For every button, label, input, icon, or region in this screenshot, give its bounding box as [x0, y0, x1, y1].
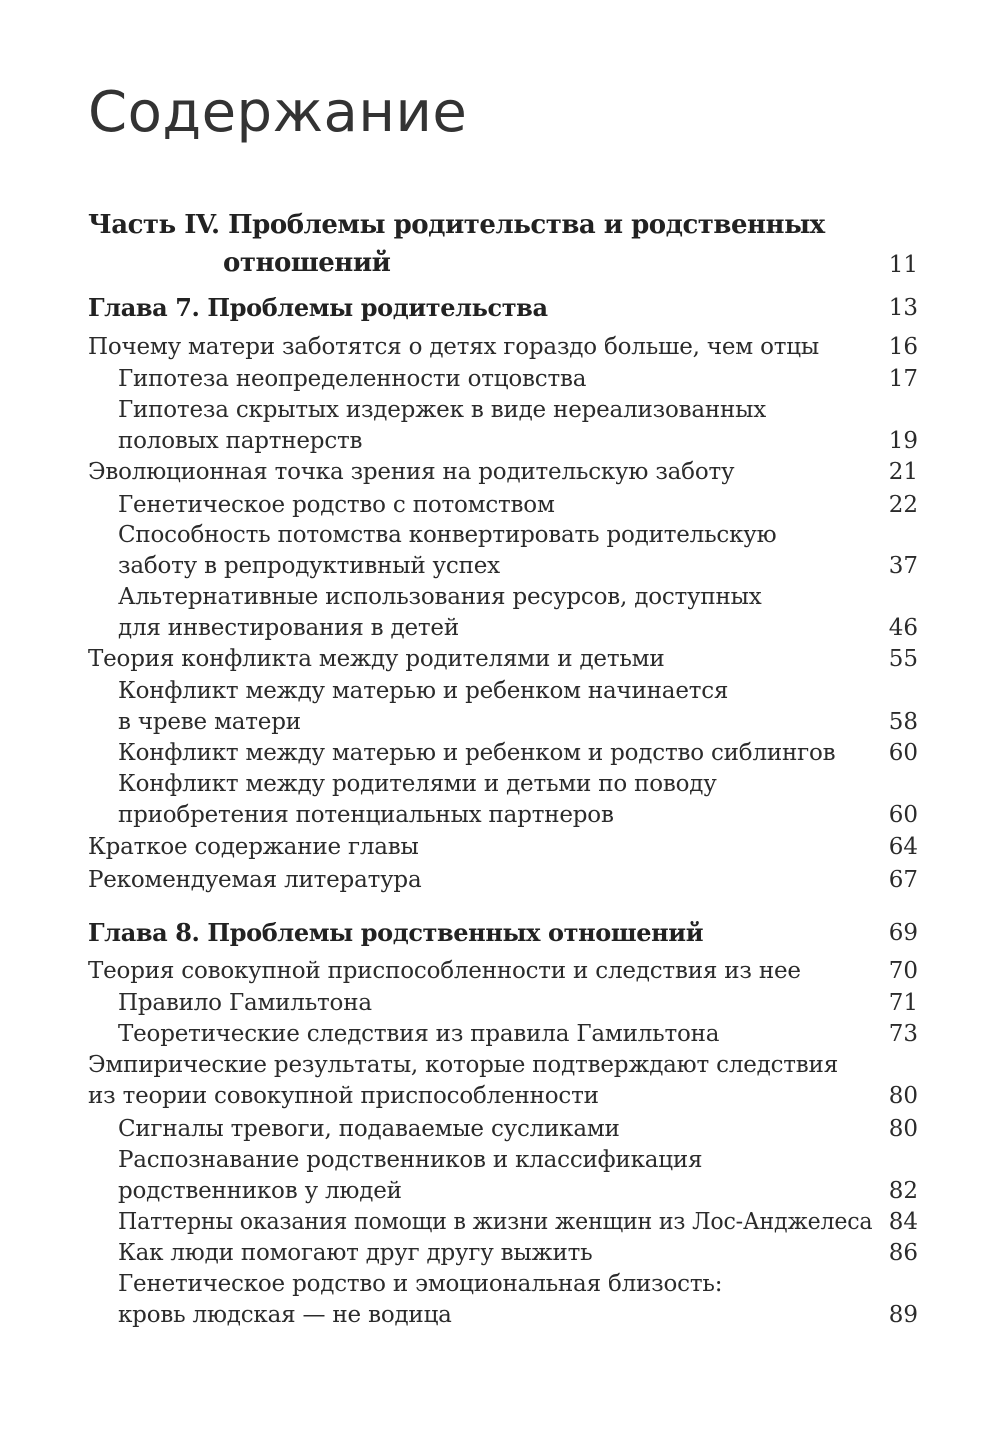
toc-page-8-2-3: 84	[888, 1209, 918, 1235]
toc-entry-7-4[interactable]: Краткое содержание главы	[88, 834, 419, 860]
toc-page-8-2-1: 80	[888, 1116, 918, 1142]
part-title-line-1[interactable]: Часть IV. Проблемы родительства и родственных	[88, 210, 825, 240]
part-title-line-2[interactable]: отношений	[223, 248, 391, 278]
toc-entry-7-3-1-line-2[interactable]: в чреве матери	[118, 709, 301, 735]
toc-page-8-1-1: 71	[888, 990, 918, 1016]
toc-entry-7-3-1-line-1[interactable]: Конфликт между матерью и ребенком начинается	[118, 678, 729, 704]
chapter-8-title[interactable]: Глава 8. Проблемы родственных отношений	[88, 918, 704, 947]
chapter-7-page-number: 13	[888, 295, 918, 321]
toc-entry-7-1-2-line-2[interactable]: половых партнерств	[118, 428, 363, 454]
chapter-7-title[interactable]: Глава 7. Проблемы родительства	[88, 293, 548, 322]
toc-entry-7-1-2-line-1[interactable]: Гипотеза скрытых издержек в виде нереализованных	[118, 397, 767, 423]
toc-entry-7-2-3-line-1[interactable]: Альтернативные использования ресурсов, доступных	[118, 584, 762, 610]
page-title: Содержание	[88, 80, 468, 145]
toc-page-8-2: 80	[888, 1083, 918, 1109]
toc-entry-8-2-line-1[interactable]: Эмпирические результаты, которые подтверждают следствия	[88, 1052, 838, 1078]
toc-entry-8-2-1[interactable]: Сигналы тревоги, подаваемые сусликами	[118, 1116, 620, 1142]
toc-entry-7-3-3-line-2[interactable]: приобретения потенциальных партнеров	[118, 802, 614, 828]
toc-entry-8-2-5-line-1[interactable]: Генетическое родство и эмоциональная близость:	[118, 1271, 723, 1297]
toc-entry-8-1-1[interactable]: Правило Гамильтона	[118, 990, 372, 1016]
toc-page-7-3-2: 60	[888, 740, 918, 766]
toc-page-7-1-1: 17	[888, 366, 918, 392]
toc-entry-7-2-2-line-1[interactable]: Способность потомства конвертировать родительскую	[118, 522, 777, 548]
toc-page-7-2-3: 46	[888, 615, 918, 641]
toc-entry-8-2-5-line-2[interactable]: кровь людская — не водица	[118, 1302, 452, 1328]
toc-entry-7-2-1[interactable]: Генетическое родство с потомством	[118, 492, 555, 518]
toc-entry-7-3[interactable]: Теория конфликта между родителями и детьми	[88, 646, 665, 672]
toc-entry-7-1-1[interactable]: Гипотеза неопределенности отцовства	[118, 366, 587, 392]
toc-page-7-3-1: 58	[888, 709, 918, 735]
toc-page-7-2: 21	[888, 459, 918, 485]
toc-page-7-1-2: 19	[888, 428, 918, 454]
part-page-number: 11	[888, 252, 918, 278]
toc-page-7-3: 55	[888, 646, 918, 672]
toc-entry-8-1[interactable]: Теория совокупной приспособленности и следствия из нее	[88, 958, 801, 984]
toc-entry-7-2[interactable]: Эволюционная точка зрения на родительскую заботу	[88, 459, 735, 485]
toc-page-7-2-2: 37	[888, 553, 918, 579]
toc-entry-8-1-2[interactable]: Теоретические следствия из правила Гамильтона	[118, 1021, 720, 1047]
toc-entry-7-2-2-line-2[interactable]: заботу в репродуктивный успех	[118, 553, 500, 579]
toc-page-8-1: 70	[888, 958, 918, 984]
toc-page-7-1: 16	[888, 334, 918, 360]
toc-page-8-2-2: 82	[888, 1178, 918, 1204]
toc-page-8-2-5: 89	[888, 1302, 918, 1328]
toc-page-7-5: 67	[888, 867, 918, 893]
toc-entry-7-3-2[interactable]: Конфликт между матерью и ребенком и родство сиблингов	[118, 740, 836, 766]
toc-entry-7-1[interactable]: Почему матери заботятся о детях гораздо больше, чем отцы	[88, 334, 819, 360]
toc-entry-7-2-3-line-2[interactable]: для инвестирования в детей	[118, 615, 459, 641]
toc-entry-8-2-4[interactable]: Как люди помогают друг другу выжить	[118, 1240, 593, 1266]
toc-entry-7-3-3-line-1[interactable]: Конфликт между родителями и детьми по поводу	[118, 771, 717, 797]
toc-page-8-2-4: 86	[888, 1240, 918, 1266]
toc-entry-7-5[interactable]: Рекомендуемая литература	[88, 867, 422, 893]
toc-page-7-2-1: 22	[888, 492, 918, 518]
toc-page-7-3-3: 60	[888, 802, 918, 828]
chapter-8-page-number: 69	[888, 920, 918, 946]
toc-entry-8-2-2-line-1[interactable]: Распознавание родственников и классификация	[118, 1147, 703, 1173]
toc-page-7-4: 64	[888, 834, 918, 860]
toc-entry-8-2-2-line-2[interactable]: родственников у людей	[118, 1178, 402, 1204]
toc-entry-8-2-3[interactable]: Паттерны оказания помощи в жизни женщин из Лос-Анджелеса	[118, 1209, 873, 1235]
toc-entry-8-2-line-2[interactable]: из теории совокупной приспособленности	[88, 1083, 599, 1109]
toc-page-8-1-2: 73	[888, 1021, 918, 1047]
